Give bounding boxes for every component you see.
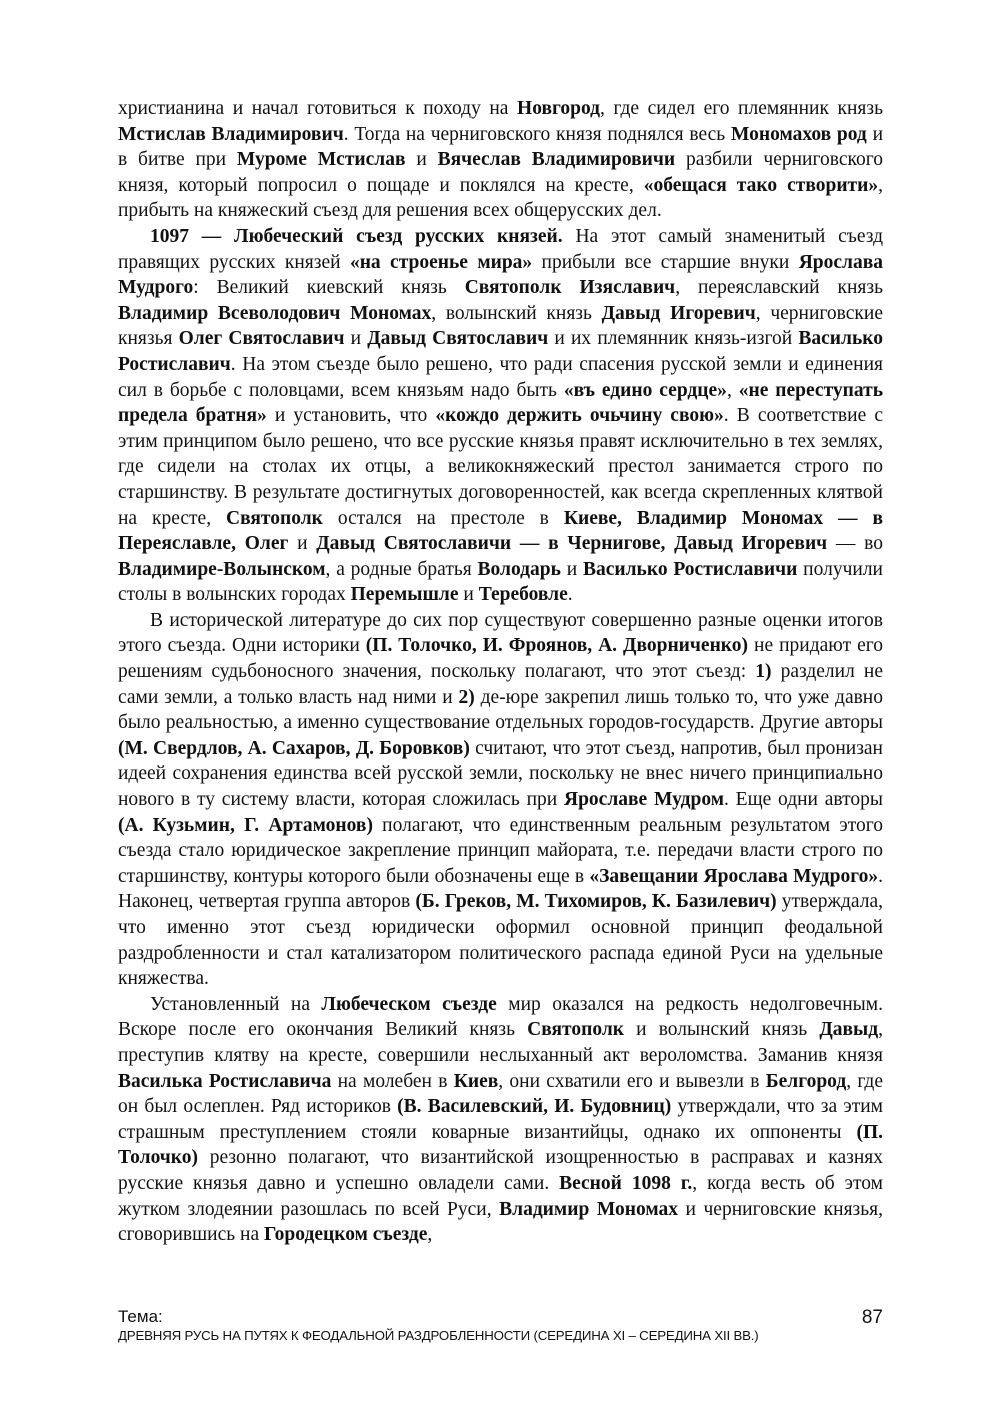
bold-text: «въ едино сердце»	[563, 379, 727, 401]
text-run: .	[567, 584, 573, 606]
text-run: , где он был ослеплен. Ряд историков	[118, 1070, 883, 1118]
bold-text: Владимир Всеволодович Мономах	[118, 302, 432, 324]
text-run: разделил не сами земли, а только власть над ними и	[118, 661, 883, 708]
paragraph	[118, 608, 883, 992]
text-run: и	[288, 533, 317, 555]
bold-text: (П. Толочко)	[118, 1121, 883, 1169]
bold-text: Белгород	[765, 1070, 847, 1092]
text-run: На этот самый знаменитый съезд правящих русских князей	[118, 225, 884, 273]
text-run: . На этом съезде было решено, что ради спасения русской земли и единения сил в борьбе с половцами, всем князьям надо быть	[118, 353, 883, 401]
text-run: получили столы в волынских городах	[118, 558, 883, 606]
text-run: и их племянник князь-изгой	[548, 328, 799, 350]
bold-text: «не переступать предела братня»	[118, 379, 884, 427]
bold-text: (В. Василевский, И. Будовниц)	[397, 1096, 672, 1118]
bold-text: Мономахов род	[730, 123, 867, 145]
bold-text: Любеческом съезде	[321, 993, 497, 1015]
paragraph	[118, 224, 883, 608]
text-run: и волынский князь	[624, 1019, 820, 1041]
bold-text: Олег Святославич	[178, 328, 345, 350]
bold-text: Муроме Мстислав	[236, 149, 406, 171]
bold-text: Перемышле	[350, 584, 459, 606]
bold-text: Святополк Изяславич	[464, 277, 676, 299]
bold-text: Киеве, Владимир Мономах — в Переяславле, Олег	[118, 507, 883, 555]
bold-text: Святополк	[527, 1019, 625, 1041]
text-run: и	[458, 584, 479, 606]
bold-text: (Б. Греков, М. Тихомиров, К. Базилевич)	[415, 891, 777, 913]
text-run: В исторической литературе до сих пор существуют совершенно разные оценки итогов этого съезда. Одни историки	[118, 609, 883, 657]
bold-text: Теребовле	[478, 584, 568, 606]
bold-text: Киев	[453, 1070, 499, 1092]
text-run: и	[560, 558, 583, 580]
text-run: и в битве при	[118, 123, 883, 171]
footer-topic-title: ДРЕВНЯЯ РУСЬ НА ПУТЯХ К ФЕОДАЛЬНОЙ РАЗДРОБЛЕННОСТИ (СЕРЕДИНА XI – СЕРЕДИНА XII ВВ.)	[118, 1328, 759, 1343]
bold-text: (П. Толочко, И. Фроянов, А. Дворниченко)	[365, 635, 749, 657]
text-run: на молебен в	[331, 1070, 454, 1092]
text-run: , черниговские князья	[118, 302, 883, 350]
text-run: Установленный на	[150, 993, 322, 1015]
text-run: де-юре закрепил лишь только то, что уже давно было реальностью, а именно существование отдельных городов-государств. Другие авторы	[118, 686, 883, 734]
text-run: утверждали, что за этим страшным преступлением стояли коварные византийцы, однако их оппоненты	[118, 1096, 884, 1143]
text-run: : Великий киевский князь	[193, 277, 465, 299]
page-number: 87	[861, 1307, 883, 1328]
bold-text: Василько Ростиславич	[118, 328, 883, 375]
text-run: , когда весть об этом жутком злодеянии разошлась по всей Руси,	[118, 1172, 883, 1220]
bold-text: Мстислав Владимирович	[118, 123, 344, 145]
text-run: , переяславский князь	[675, 277, 883, 299]
text-run: полагают, что единственным реальным результатом этого съезда стало юридическое закрепление принцип майората, т.е. передачи власти строго по старшинству, контуры которого были обозначены еще в	[118, 814, 883, 887]
text-run: . Наконец, четвертая группа авторов	[118, 865, 883, 913]
text-run: остался на престоле в	[322, 507, 564, 529]
bold-text: Давыд Игоревич	[601, 302, 756, 324]
text-run: прибыли все старшие внуки	[532, 251, 799, 273]
bold-text: «кождо держить очьчину свою»	[435, 405, 724, 427]
text-run: ,	[726, 379, 739, 401]
text-run: и	[344, 328, 368, 350]
paragraph	[118, 96, 883, 224]
text-run: мир оказался на редкость недолговечным. Вскоре после его окончания Великий князь	[118, 993, 883, 1041]
page-footer	[118, 1307, 883, 1345]
text-run: христианина и начал готовиться к походу на	[118, 98, 518, 119]
bold-text: Василько Ростиславичи	[582, 558, 798, 580]
bold-text: Давыд Святославичи — в Чернигове, Давыд Игоревич	[316, 533, 828, 555]
bold-text: 1097 — Любеческий съезд русских князей.	[150, 225, 563, 247]
bold-text: Городецком съезде	[263, 1224, 428, 1246]
text-run: . В соответствие с этим принципом было решено, что все русские князья правят исключительно в тех землях, где сидели на столах их отцы, а великокняжеский престол занимается строго по старшинству. В результате достигнутых договоренностей, как всегда скрепленных клятвой на кресте,	[118, 405, 883, 529]
bold-text: «Завещании Ярослава Мудрого»	[589, 865, 879, 887]
page-body	[118, 96, 883, 1248]
text-run: , преступив клятву на кресте, совершили неслыханный акт вероломства. Заманив князя	[118, 1019, 883, 1066]
bold-text: 1)	[755, 661, 772, 683]
bold-text: Вячеслав Владимировичи	[437, 149, 676, 171]
bold-text: Давыд	[819, 1019, 879, 1041]
bold-text: Василька Ростиславича	[118, 1070, 332, 1092]
bold-text: (А. Кузьмин, Г. Артамонов)	[118, 814, 373, 836]
paragraph	[118, 992, 883, 1248]
text-run: и установить, что	[266, 405, 436, 427]
bold-text: Ярославе Мудром	[563, 789, 725, 811]
text-run: , прибыть на княжеский съезд для решения всех общерусских дел.	[118, 174, 883, 222]
text-run: , волынский князь	[431, 302, 602, 324]
text-run: разбили черниговского князя, который попросил о пощаде и поклялся на кресте,	[118, 149, 883, 196]
text-run: и	[405, 149, 438, 171]
text-run: резонно полагают, что византийской изощренностью в расправах и казнях русские князья давно и успешно овладели сами.	[118, 1147, 883, 1194]
text-run: считают, что этот съезд, напротив, был пронизан идеей сохранения единства всей русской земли, поскольку не внес ничего принципиально нового в ту систему власти, которая сложилась при	[118, 737, 883, 811]
text-run: утверждала, что именно этот съезд юридически оформил основной принцип феодальной раздробленности и стал катализатором политического распада единой Руси на удельные княжества.	[118, 891, 883, 990]
text-run: , а родные братья	[325, 558, 478, 580]
bold-text: Святополк	[226, 507, 323, 529]
text-run: — во	[827, 533, 884, 555]
bold-text: «на строенье мира»	[349, 251, 533, 273]
bold-text: Давыд Святославич	[367, 328, 549, 350]
bold-text: (М. Свердлов, А. Сахаров, Д. Боровков)	[118, 737, 470, 759]
bold-text: Владимире-Волынском	[118, 558, 326, 580]
bold-text: Ярослава Мудрого	[118, 251, 883, 299]
text-run: . Еще одни авторы	[724, 789, 884, 811]
text-run: , они схватили его и вывезли в	[498, 1070, 766, 1092]
footer-topic-label: Тема:	[118, 1307, 163, 1326]
text-run: не придают его решениям судьбоносного значения, поскольку полагают, что этот съезд:	[118, 635, 883, 683]
text-run: ,	[427, 1224, 433, 1246]
bold-text: Новгород	[517, 98, 601, 119]
bold-text: «обещася тако створити»	[643, 174, 879, 196]
text-run: . Тогда на черниговского князя поднялся весь	[343, 123, 731, 145]
text-run: , где сидел его племянник князь	[600, 98, 883, 119]
bold-text: Весной 1098 г.	[559, 1172, 693, 1194]
bold-text: Володарь	[477, 558, 561, 580]
bold-text: 2)	[458, 686, 475, 708]
text-run: и черниговские князья, сговорившись на	[118, 1198, 883, 1246]
bold-text: Владимир Мономах	[499, 1198, 678, 1220]
